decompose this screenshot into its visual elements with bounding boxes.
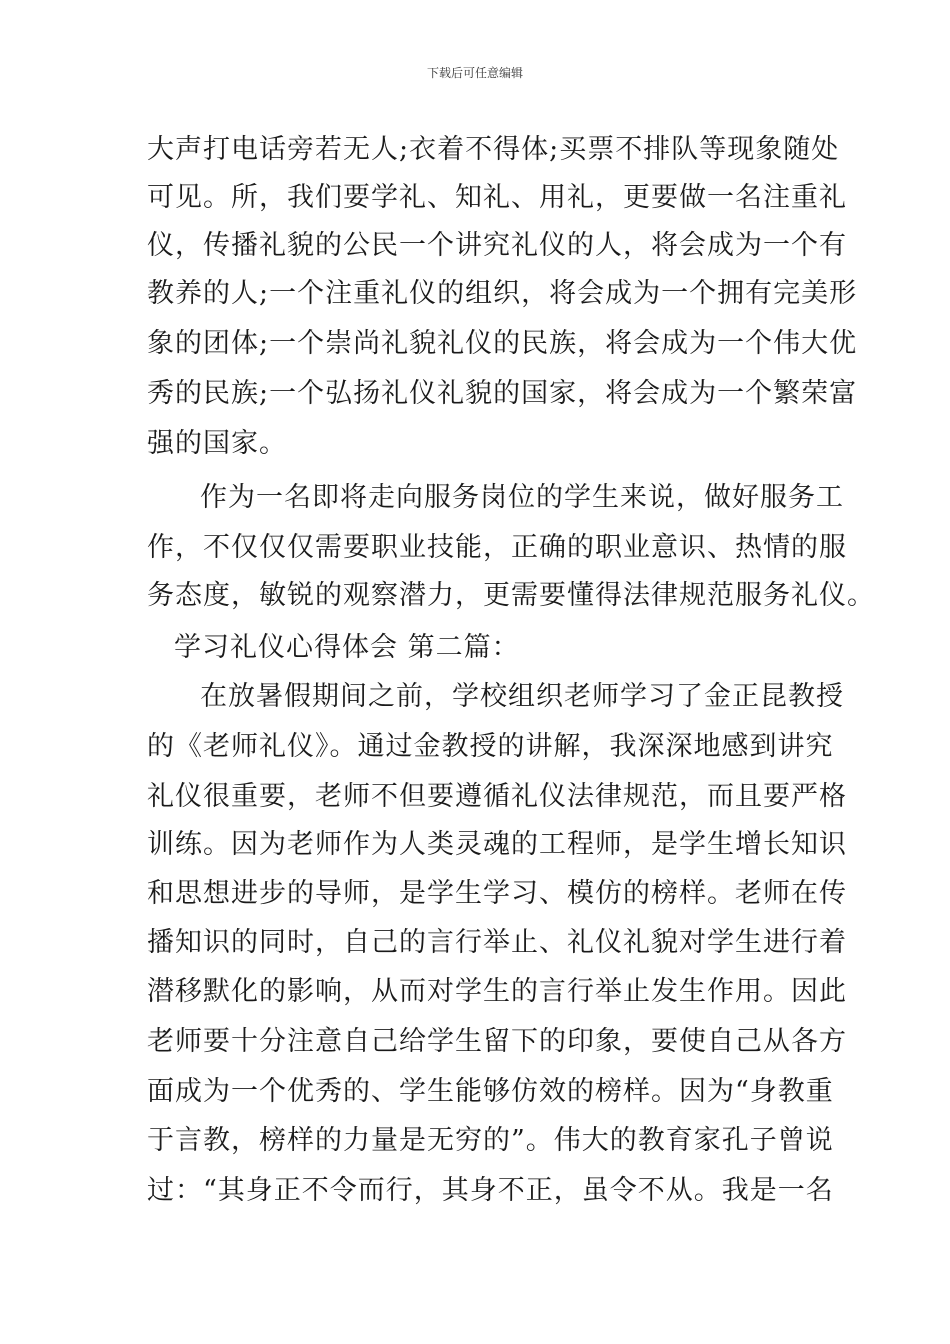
page-header: 下载后可任意编辑 <box>426 66 523 80</box>
text-line: 潜移默化的影响，从而对学生的言行举止发生作用。因此 <box>147 976 847 1007</box>
paragraph-first-line: 在放暑假期间之前，学校组织老师学习了金正昆教授 <box>200 681 844 712</box>
text-line: 教养的人;一个注重礼仪的组织，将会成为一个拥有完美形 <box>147 278 858 309</box>
text-line: 大声打电话旁若无人;衣着不得体;买票不排队等现象随处 <box>147 134 840 165</box>
text-line: 的《老师礼仪》。通过金教授的讲解，我深深地感到讲究 <box>147 731 834 762</box>
text-line: 播知识的同时，自己的言行举止、礼仪礼貌对学生进行着 <box>147 927 847 958</box>
text-line: 老师要十分注意自己给学生留下的印象，要使自己从各方 <box>147 1026 847 1057</box>
text-line: 象的团体;一个崇尚礼貌礼仪的民族，将会成为一个伟大优 <box>147 328 858 359</box>
text-line: 过：“其身正不令而行，其身不正，虽令不从。我是一名 <box>147 1175 834 1206</box>
text-line: 于言教，榜样的力量是无穷的”。伟大的教育家孔子曾说 <box>147 1125 834 1156</box>
text-line: 作，不仅仅仅需要职业技能，正确的职业意识、热情的服 <box>147 532 847 563</box>
text-line: 秀的民族;一个弘扬礼仪礼貌的国家，将会成为一个繁荣富 <box>147 378 858 409</box>
text-line: 和思想进步的导师，是学生学习、模仿的榜样。老师在传 <box>147 878 847 909</box>
text-line: 礼仪很重要，老师不但要遵循礼仪法律规范，而且要严格 <box>147 781 847 812</box>
text-line: 仪，传播礼貌的公民一个讲究礼仪的人，将会成为一个有 <box>147 230 847 261</box>
section-heading: 学习礼仪心得体会 第二篇： <box>174 632 520 663</box>
text-line: 强的国家。 <box>147 428 287 459</box>
text-line: 可见。所，我们要学礼、知礼、用礼，更要做一名注重礼 <box>147 182 847 213</box>
paragraph-first-line: 作为一名即将走向服务岗位的学生来说，做好服务工 <box>200 482 844 513</box>
text-line: 训练。因为老师作为人类灵魂的工程师，是学生增长知识 <box>147 829 847 860</box>
text-line: 务态度，敏锐的观察潜力，更需要懂得法律规范服务礼仪。 <box>147 580 875 611</box>
text-line: 面成为一个优秀的、学生能够仿效的榜样。因为“身教重 <box>147 1076 834 1107</box>
